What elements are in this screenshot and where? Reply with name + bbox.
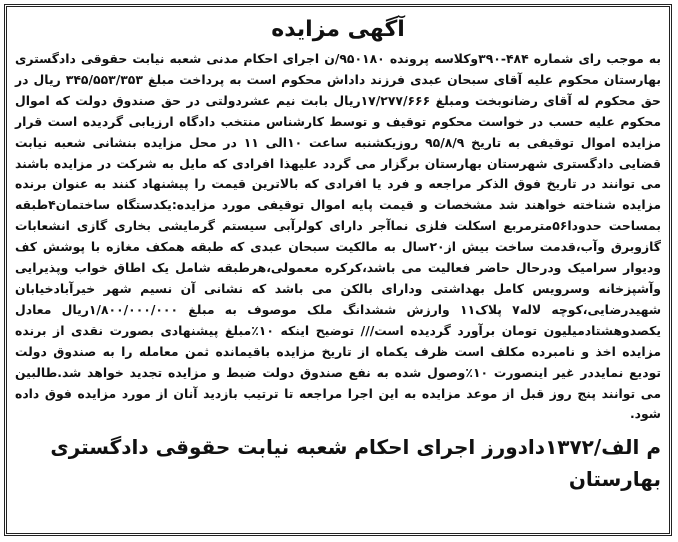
notice-frame — [4, 4, 672, 536]
notice-title: آگهی مزایده — [271, 17, 405, 42]
notice-content — [15, 13, 661, 527]
notice-signature: م الف/۱۳۷۲دادورز اجرای احکام شعبه نیابت حقوقی دادگستری بهارستان — [50, 435, 661, 492]
notice-body: به موجب رای شماره ۴۸۴-۳۹۰وکلاسه پرونده ۹۵۰۱۸۰/ن اجرای احکام مدنی شعبه نیابت حقوقی دادگستری بهارستان محکوم علیه آقای سبحان عبدی فرزند داداش محکوم است به پرداخت مبلغ ۳۴۵/۵۵۳/۳۵۳ ریال در حق محکوم له آقای رضانوبخت ومبلغ ۱۷/۲۷۷/۶۶۶ریال بابت نیم عشردولتی در حق صندوق دولت که اموال محکوم علیه حسب در خواست محکوم توقیف و توسط کارشناس منتخب دادگاه ارزیابی گردیده است قرار مزایده اموال توقیفی به تاریخ ۹۵/۸/۹ روزیکشنبه ساعت ۱۰الی ۱۱ در محل مزایده بنشانی شعبه نیابت قضایی دادگستری شهرستان بهارستان برگزار می گردد علیهذا افرادی که مایل به شرکت در مزایده باشند می توانند در تاریخ فوق الذکر مراجعه و فرد یا افرادی که بالاترین قیمت را پیشنهاد کنند به عنوان برنده مزایده شناخته خواهند شد مشخصات و قیمت پایه اموال توقیفی مورد مزایده:یکدستگاه ساختمان۴طبقه بمساحت حدودا۵۶مترمربع اسکلت فلزی نماآجر دارای کولرآبی سیستم گرمایشی بخاری گازی انشعابات گازوبرق وآب،قدمت ساخت بیش از۲۰سال به مالکیت سبحان عبدی که طبقه همکف مغازه با پوشش کف ودیوار سرامیک ودرحال حاضر فعالیت می باشد،کرکره معمولی،هرطبقه شامل یک اطاق خواب وپذیرایی وآشپزخانه وسرویس کامل بهداشتی ودارای بالکن می باشد که نشانی آن نسیم شهر خیرآبادخیابان شهیدرضایی،کوچه لاله۷ پلاک۱۱ وارزش ششدانگ ملک موصوف به مبلغ ۱/۸۰۰/۰۰۰/۰۰۰ریال معادل یکصدوهشتادمیلیون تومان برآورد گردیده است/// توضیح اینکه ۱۰٪مبلغ پیشنهادی بصورت نقدی از برنده مزایده اخذ و نامبرده مکلف است ظرف یکماه از تاریخ مزایده باقیمانده ثمن معامله را به صندوق دولت تودیع نمایددر غیر اینصورت ۱۰٪وصول شده به نفع صندوق دولت ضبط و مزایده تجدید خواهد شد.طالبین می توانند پنج روز قبل از موعد مزایده به این اجرا مراجعه تا ترتیب بازدید آنان از مورد مزایده فوق داده شود. — [15, 51, 662, 422]
